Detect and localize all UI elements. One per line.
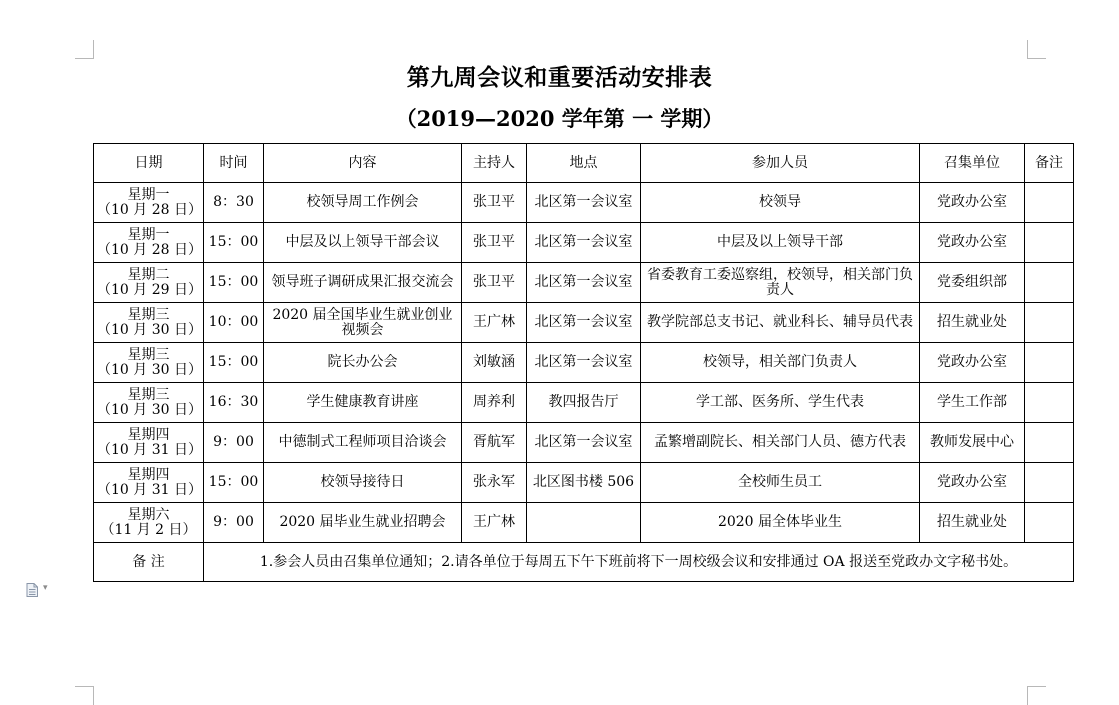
host-cell: 胥航军 [462, 423, 527, 463]
remark-cell [1025, 463, 1074, 503]
location-cell [527, 503, 641, 543]
table-row [94, 503, 1074, 543]
time-cell: 9：00 [204, 503, 264, 543]
convener-cell: 招生就业处 [920, 503, 1025, 543]
host-cell: 张卫平 [462, 263, 527, 303]
convener-cell: 党政办公室 [920, 223, 1025, 263]
time-cell: 15：00 [204, 463, 264, 503]
attendees-cell: 中层及以上领导干部 [641, 223, 920, 263]
header-location: 地点 [527, 144, 641, 183]
convener-cell: 招生就业处 [920, 303, 1025, 343]
schedule-table [93, 143, 1074, 582]
host-cell: 张卫平 [462, 183, 527, 223]
table-row [94, 423, 1074, 463]
crop-mark-top-left [75, 40, 94, 59]
content-cell: 校领导周工作例会 [264, 183, 462, 223]
date-cell [94, 503, 204, 543]
host-cell: 王广林 [462, 303, 527, 343]
location-cell: 北区第一会议室 [527, 423, 641, 463]
location-cell: 教四报告厅 [527, 383, 641, 423]
content-cell: 2020 届毕业生就业招聘会 [264, 503, 462, 543]
weekday: 星期六 [127, 506, 170, 523]
header-convener: 召集单位 [920, 144, 1025, 183]
weekday: 星期四 [127, 466, 170, 483]
time-cell: 16：30 [204, 383, 264, 423]
calendar-date: （10 月 28 日） [97, 241, 202, 258]
attendees-cell: 全校师生员工 [641, 463, 920, 503]
host-cell: 张永军 [462, 463, 527, 503]
host-cell: 周养利 [462, 383, 527, 423]
header-remark: 备注 [1025, 144, 1074, 183]
time-cell: 9：00 [204, 423, 264, 463]
convener-cell: 教师发展中心 [920, 423, 1025, 463]
calendar-date: （10 月 30 日） [97, 321, 202, 338]
date-cell [94, 183, 204, 223]
table-row [94, 263, 1074, 303]
remark-cell [1025, 503, 1074, 543]
time-cell: 15：00 [204, 223, 264, 263]
host-cell: 刘敏涵 [462, 343, 527, 383]
attendees-cell: 省委教育工委巡察组，校领导，相关部门负责人 [641, 263, 920, 303]
note-label: 备 注 [94, 543, 204, 582]
calendar-date: （11 月 2 日） [100, 521, 197, 538]
header-time: 时间 [204, 144, 264, 183]
chevron-down-icon[interactable]: ▾ [43, 583, 48, 593]
content-cell: 中层及以上领导干部会议 [264, 223, 462, 263]
header-content: 内容 [264, 144, 462, 183]
date-cell [94, 383, 204, 423]
content-cell: 领导班子调研成果汇报交流会 [264, 263, 462, 303]
content-cell: 学生健康教育讲座 [264, 383, 462, 423]
table-row [94, 343, 1074, 383]
calendar-date: （10 月 31 日） [97, 441, 202, 458]
document-subtitle: （2019—2020 学年第 一 学期） [395, 106, 724, 131]
calendar-date: （10 月 30 日） [97, 401, 202, 418]
convener-cell: 学生工作部 [920, 383, 1025, 423]
attendees-cell: 孟繁增副院长、相关部门人员、德方代表 [641, 423, 920, 463]
document-title: 第九周会议和重要活动安排表 [406, 64, 713, 91]
time-cell: 8：30 [204, 183, 264, 223]
weekday: 星期一 [127, 186, 170, 203]
date-cell [94, 343, 204, 383]
header-attendees: 参加人员 [641, 144, 920, 183]
remark-cell [1025, 383, 1074, 423]
location-cell: 北区第一会议室 [527, 303, 641, 343]
host-cell: 张卫平 [462, 223, 527, 263]
location-cell: 北区第一会议室 [527, 223, 641, 263]
convener-cell: 党政办公室 [920, 183, 1025, 223]
convener-cell: 党政办公室 [920, 463, 1025, 503]
content-cell: 2020 届全国毕业生就业创业视频会 [264, 303, 462, 343]
table-row [94, 383, 1074, 423]
table-header-row [94, 144, 1074, 183]
date-cell [94, 223, 204, 263]
date-cell [94, 423, 204, 463]
attendees-cell: 校领导，相关部门负责人 [641, 343, 920, 383]
weekday: 星期三 [127, 306, 170, 323]
date-cell [94, 463, 204, 503]
location-cell: 北区第一会议室 [527, 343, 641, 383]
header-date: 日期 [94, 144, 204, 183]
weekday: 星期三 [127, 346, 170, 363]
time-cell: 15：00 [204, 263, 264, 303]
note-text: 1.参会人员由召集单位通知；2.请各单位于每周五下午下班前将下一周校级会议和安排通过 OA 报送至党政办文字秘书处。 [204, 543, 1074, 582]
calendar-date: （10 月 31 日） [97, 481, 202, 498]
location-cell: 北区图书楼 506 [527, 463, 641, 503]
calendar-date: （10 月 28 日） [97, 201, 202, 218]
remark-cell [1025, 183, 1074, 223]
remark-cell [1025, 263, 1074, 303]
remark-cell [1025, 223, 1074, 263]
content-cell: 中德制式工程师项目洽谈会 [264, 423, 462, 463]
host-cell: 王广林 [462, 503, 527, 543]
weekday: 星期三 [127, 386, 170, 403]
weekday: 星期四 [127, 426, 170, 443]
attendees-cell: 2020 届全体毕业生 [641, 503, 920, 543]
convener-cell: 党委组织部 [920, 263, 1025, 303]
attendees-cell: 校领导 [641, 183, 920, 223]
content-cell: 校领导接待日 [264, 463, 462, 503]
table-body [94, 183, 1074, 582]
attendees-cell: 学工部、医务所、学生代表 [641, 383, 920, 423]
calendar-date: （10 月 29 日） [97, 281, 202, 298]
note-row [94, 543, 1074, 582]
date-cell [94, 303, 204, 343]
calendar-date: （10 月 30 日） [97, 361, 202, 378]
time-cell: 10：00 [204, 303, 264, 343]
remark-cell [1025, 343, 1074, 383]
date-cell [94, 263, 204, 303]
time-cell: 15：00 [204, 343, 264, 383]
table-row [94, 303, 1074, 343]
convener-cell: 党政办公室 [920, 343, 1025, 383]
crop-mark-top-right [1027, 40, 1046, 59]
remark-cell [1025, 303, 1074, 343]
remark-cell [1025, 423, 1074, 463]
content-cell: 院长办公会 [264, 343, 462, 383]
location-cell: 北区第一会议室 [527, 183, 641, 223]
table-row [94, 223, 1074, 263]
attendees-cell: 教学院部总支书记、就业科长、辅导员代表 [641, 303, 920, 343]
table-row [94, 463, 1074, 503]
document-icon[interactable] [26, 583, 38, 597]
weekday: 星期二 [127, 266, 170, 283]
table-row [94, 183, 1074, 223]
weekday: 星期一 [127, 226, 170, 243]
header-host: 主持人 [462, 144, 527, 183]
location-cell: 北区第一会议室 [527, 263, 641, 303]
